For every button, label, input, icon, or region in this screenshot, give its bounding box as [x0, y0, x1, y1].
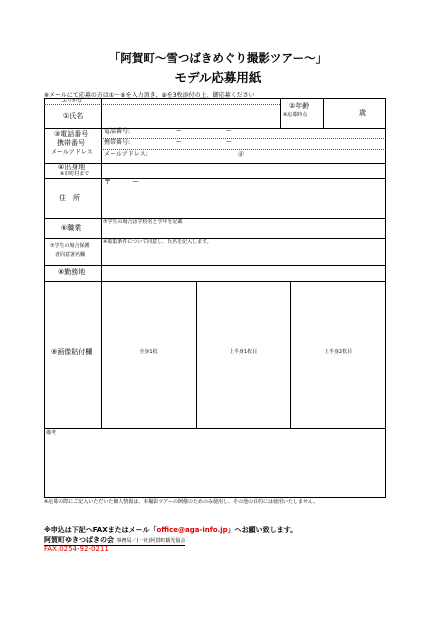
- furigana-label: ふりがな: [62, 98, 83, 104]
- phone-dash-2: ー: [226, 128, 233, 135]
- mobile-dash-1: ー: [176, 139, 183, 146]
- age-unit: 歳: [359, 109, 366, 117]
- contact-label-phone: ③電話番号: [54, 130, 89, 138]
- address-label: 住 所: [59, 194, 80, 202]
- photo-slot-full-body: 全身1枚: [139, 349, 158, 355]
- contact-label-mobile: 携帯番号: [57, 139, 85, 147]
- contact-dotted-line: [101, 138, 386, 139]
- age-divider: [323, 98, 324, 128]
- photo-label: ⑨画像貼付欄: [51, 348, 93, 356]
- birthplace-note: ※市町村まで: [60, 171, 90, 177]
- row-divider: [44, 178, 386, 179]
- instructions-note: ※メールにて応募の方は①～⑧を入力頂き、⑨を3枚添付の上、御応募ください: [44, 92, 255, 99]
- occupation-label: ⑥職業: [61, 224, 82, 232]
- form-title: 「阿賀町～雪つばきめぐり撮影ツアー～」: [108, 51, 328, 65]
- form-subtitle: モデル応募用紙: [174, 70, 262, 85]
- row-divider: [44, 265, 386, 266]
- name-label: ①氏名: [63, 112, 84, 120]
- footer-text-pre: ※申込は下記へFAXまたはメール「: [44, 526, 157, 534]
- postal-mark: 〒 ー: [104, 178, 139, 186]
- row-divider: [44, 428, 386, 429]
- row-divider: [44, 163, 386, 164]
- workplace-label: ⑧勤務地: [58, 268, 86, 276]
- remarks-label: 備考: [46, 430, 57, 436]
- guardian-note: ※募集条件について同意し、氏名を記入します。: [103, 239, 212, 245]
- contact-email: office@aga-info.jp: [156, 526, 228, 534]
- row-divider: [44, 218, 386, 219]
- age-divider: [280, 98, 281, 128]
- mobile-field-label: 携帯番号:: [104, 139, 131, 146]
- mobile-dash-2: ー: [226, 139, 233, 146]
- row-divider: [44, 238, 386, 239]
- phone-field-label: 電話番号:: [104, 128, 131, 135]
- privacy-note: ※応募の際にご記入いただいた個人情報は、本撮影ツアーの開催のためのみ使用し、その他の目的には使用いたしません。: [44, 499, 319, 505]
- occupation-note: ⑦学生の場合は学校名と学年を記載: [103, 219, 183, 225]
- row-divider: [44, 128, 386, 129]
- email-field-label: メールアドレス:: [104, 151, 148, 158]
- contact-label-email: メールアドレス: [51, 149, 93, 156]
- photo-slot-upper-body-2: 上半身2枚目: [323, 349, 353, 355]
- org-sub: 事務局／(一社)阿賀町観光協会: [116, 538, 186, 544]
- application-instructions: [44, 525, 297, 535]
- row-divider: [44, 281, 386, 282]
- form-outer-border: [44, 98, 386, 498]
- birthplace-label: ④出身地: [58, 163, 86, 171]
- contact-dotted-line: [101, 149, 386, 150]
- org-main: 阿賀町ゆきつばきの会: [44, 536, 114, 544]
- guardian-label-line1: ⑦学生の場合保護: [50, 243, 90, 249]
- label-column-divider: [101, 98, 102, 428]
- phone-dash-1: ー: [176, 128, 183, 135]
- age-label: ②年齢: [289, 102, 310, 110]
- photo-slot-upper-body-1: 上半身1枚目: [228, 349, 258, 355]
- age-note: ※応募時点: [283, 112, 308, 118]
- footer-text-post: 」へお願い致します。: [227, 526, 298, 534]
- guardian-label-line2: 者同意署名欄: [55, 252, 86, 258]
- email-at-mark: ＠: [238, 151, 245, 158]
- fax-number: FAX.0254-92-0211: [44, 545, 109, 553]
